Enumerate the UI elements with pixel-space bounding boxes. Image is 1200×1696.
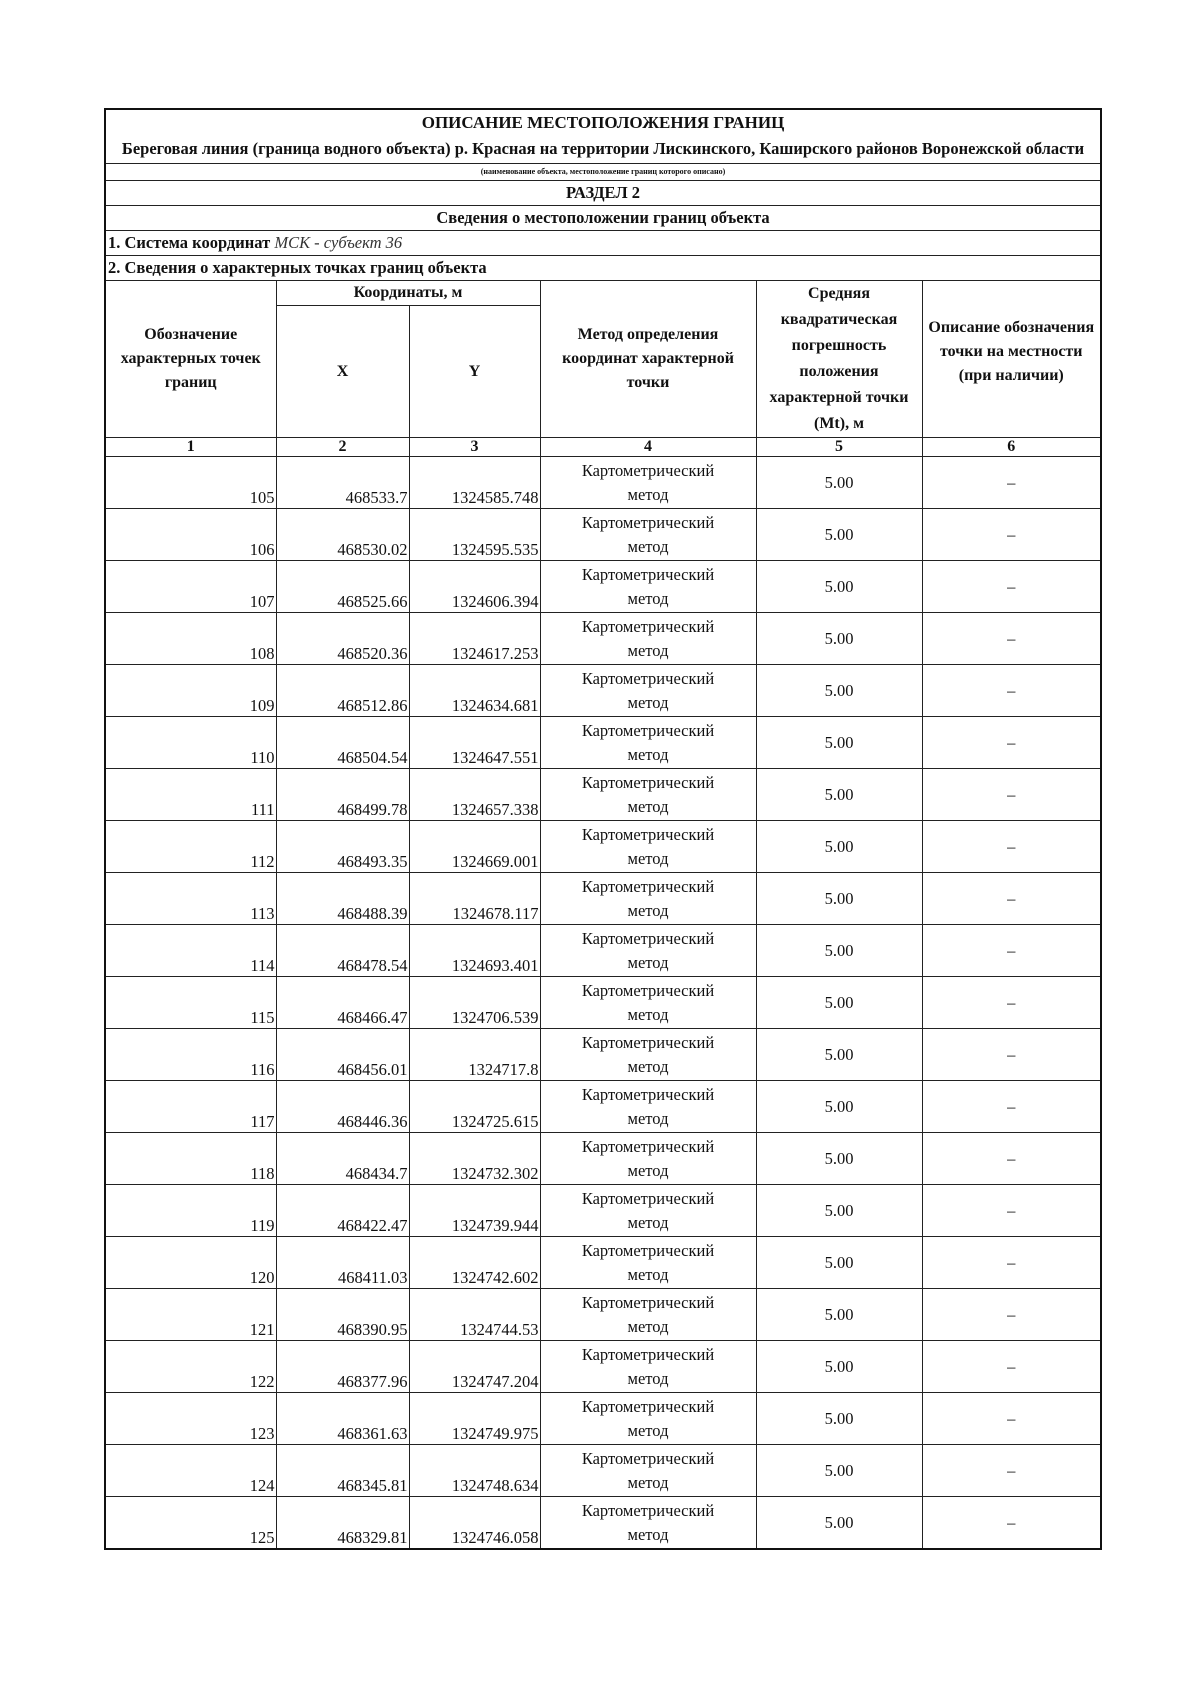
boundary-description-document [104,108,1100,1550]
section-title: Сведения о местоположении границ объекта [105,206,1101,231]
description-cell: – [922,1341,1101,1393]
method-line: Картометрический [581,1188,715,1208]
error-cell: 5.00 [756,873,922,925]
description-cell: – [922,1133,1101,1185]
method-line: метод [627,1160,669,1180]
coordinate-system-label: 1. Система координат [108,233,271,252]
method-cell [540,1497,756,1550]
table-row [105,561,1101,613]
x-coordinate-cell: 468422.47 [276,1185,409,1237]
header-description: Описание обозначения точки на местности (при наличии) [922,281,1101,438]
method-cell [540,1029,756,1081]
table-row [105,1237,1101,1289]
table-row [105,1185,1101,1237]
error-cell: 5.00 [756,1237,922,1289]
error-cell: 5.00 [756,1185,922,1237]
method-line: метод [627,900,669,920]
y-coordinate-cell: 1324725.615 [409,1081,540,1133]
point-id-cell: 116 [105,1029,276,1081]
y-coordinate-cell: 1324693.401 [409,925,540,977]
point-id-cell: 113 [105,873,276,925]
document-subtitle: Береговая линия (граница водного объекта) р. Красная на территории Лискинского, Каширского районов Воронежской области [121,139,1085,158]
point-id-cell: 125 [105,1497,276,1550]
y-coordinate-cell: 1324739.944 [409,1185,540,1237]
method-cell [540,561,756,613]
method-line: метод [627,1056,669,1076]
method-line: Картометрический [581,564,715,584]
x-coordinate-cell: 468329.81 [276,1497,409,1550]
x-coordinate-cell: 468493.35 [276,821,409,873]
y-coordinate-cell: 1324617.253 [409,613,540,665]
table-row [105,1445,1101,1497]
x-coordinate-cell: 468466.47 [276,977,409,1029]
method-line: Картометрический [581,668,715,688]
description-cell: – [922,977,1101,1029]
column-number: 3 [409,438,540,457]
header-error: Средняя квадратическая погрешность положения характерной точки (Mt), м [756,281,922,438]
x-coordinate-cell: 468520.36 [276,613,409,665]
object-caption: (наименование объекта, местоположение границ которого описано) [105,164,1101,181]
table-row [105,925,1101,977]
x-coordinate-cell: 468377.96 [276,1341,409,1393]
method-line: метод [627,1316,669,1336]
point-id-cell: 121 [105,1289,276,1341]
method-line: Картометрический [581,876,715,896]
method-cell [540,509,756,561]
method-line: метод [627,1264,669,1284]
method-cell [540,1393,756,1445]
point-id-cell: 114 [105,925,276,977]
method-cell [540,1081,756,1133]
description-cell: – [922,717,1101,769]
method-cell [540,977,756,1029]
description-cell: – [922,613,1101,665]
method-cell [540,821,756,873]
table-row [105,873,1101,925]
error-cell: 5.00 [756,1133,922,1185]
column-number: 2 [276,438,409,457]
table-row [105,1393,1101,1445]
description-cell: – [922,1185,1101,1237]
description-cell: – [922,1081,1101,1133]
method-line: Картометрический [581,824,715,844]
point-id-cell: 122 [105,1341,276,1393]
method-line: метод [627,1108,669,1128]
table-row [105,665,1101,717]
point-id-cell: 110 [105,717,276,769]
x-coordinate-cell: 468504.54 [276,717,409,769]
x-coordinate-cell: 468345.81 [276,1445,409,1497]
method-cell [540,1237,756,1289]
error-cell: 5.00 [756,457,922,509]
point-id-cell: 106 [105,509,276,561]
method-cell [540,665,756,717]
error-cell: 5.00 [756,977,922,1029]
method-cell [540,717,756,769]
header-method: Метод определения координат характерной точки [540,281,756,438]
method-cell [540,925,756,977]
error-cell: 5.00 [756,1341,922,1393]
method-line: Картометрический [581,980,715,1000]
point-id-cell: 124 [105,1445,276,1497]
table-row [105,1029,1101,1081]
method-line: Картометрический [581,1500,715,1520]
error-cell: 5.00 [756,717,922,769]
description-cell: – [922,457,1101,509]
section-number: РАЗДЕЛ 2 [105,181,1101,206]
method-line: Картометрический [581,1032,715,1052]
description-cell: – [922,1497,1101,1550]
error-cell: 5.00 [756,821,922,873]
method-line: метод [627,1368,669,1388]
y-coordinate-cell: 1324748.634 [409,1445,540,1497]
method-line: Картометрический [581,1344,715,1364]
method-line: метод [627,796,669,816]
method-line: Картометрический [581,1240,715,1260]
point-id-cell: 105 [105,457,276,509]
x-coordinate-cell: 468446.36 [276,1081,409,1133]
point-id-cell: 112 [105,821,276,873]
y-coordinate-cell: 1324657.338 [409,769,540,821]
method-line: Картометрический [581,1448,715,1468]
x-coordinate-cell: 468478.54 [276,925,409,977]
method-line: метод [627,640,669,660]
method-cell [540,1289,756,1341]
point-id-cell: 118 [105,1133,276,1185]
description-cell: – [922,821,1101,873]
point-id-cell: 120 [105,1237,276,1289]
column-number: 1 [105,438,276,457]
method-cell [540,1185,756,1237]
point-id-cell: 109 [105,665,276,717]
method-cell [540,613,756,665]
y-coordinate-cell: 1324606.394 [409,561,540,613]
point-id-cell: 119 [105,1185,276,1237]
method-line: метод [627,1524,669,1544]
y-coordinate-cell: 1324634.681 [409,665,540,717]
table-row [105,1341,1101,1393]
point-id-cell: 123 [105,1393,276,1445]
method-cell [540,1445,756,1497]
method-line: Картометрический [581,1136,715,1156]
point-id-cell: 107 [105,561,276,613]
error-cell: 5.00 [756,1029,922,1081]
y-coordinate-cell: 1324595.535 [409,509,540,561]
description-cell: – [922,561,1101,613]
y-coordinate-cell: 1324744.53 [409,1289,540,1341]
error-cell: 5.00 [756,1393,922,1445]
point-id-cell: 115 [105,977,276,1029]
method-cell [540,457,756,509]
y-coordinate-cell: 1324585.748 [409,457,540,509]
x-coordinate-cell: 468411.03 [276,1237,409,1289]
table-row [105,717,1101,769]
y-coordinate-cell: 1324706.539 [409,977,540,1029]
column-number-row [105,438,1101,457]
method-line: Картометрический [581,720,715,740]
error-cell: 5.00 [756,1445,922,1497]
method-line: метод [627,484,669,504]
method-line: метод [627,848,669,868]
method-line: Картометрический [581,616,715,636]
x-coordinate-cell: 468390.95 [276,1289,409,1341]
description-cell: – [922,1393,1101,1445]
method-line: метод [627,1472,669,1492]
table-row [105,1133,1101,1185]
y-coordinate-cell: 1324742.602 [409,1237,540,1289]
table-row [105,1497,1101,1550]
description-cell: – [922,1445,1101,1497]
table-row [105,509,1101,561]
coordinate-system-value: МСК - субъект 36 [274,233,403,252]
column-number: 5 [756,438,922,457]
y-coordinate-cell: 1324746.058 [409,1497,540,1550]
y-coordinate-cell: 1324747.204 [409,1341,540,1393]
method-line: метод [627,1004,669,1024]
x-coordinate-cell: 468530.02 [276,509,409,561]
method-cell [540,1341,756,1393]
point-id-cell: 117 [105,1081,276,1133]
point-id-cell: 111 [105,769,276,821]
method-cell [540,769,756,821]
y-coordinate-cell: 1324717.8 [409,1029,540,1081]
method-line: метод [627,744,669,764]
x-coordinate-cell: 468525.66 [276,561,409,613]
description-cell: – [922,1289,1101,1341]
method-line: метод [627,1212,669,1232]
description-cell: – [922,509,1101,561]
description-cell: – [922,925,1101,977]
x-coordinate-cell: 468434.7 [276,1133,409,1185]
x-coordinate-cell: 468456.01 [276,1029,409,1081]
point-id-cell: 108 [105,613,276,665]
error-cell: 5.00 [756,665,922,717]
table-row [105,977,1101,1029]
y-coordinate-cell: 1324647.551 [409,717,540,769]
column-number: 4 [540,438,756,457]
x-coordinate-cell: 468512.86 [276,665,409,717]
method-line: Картометрический [581,1084,715,1104]
error-cell: 5.00 [756,509,922,561]
method-line: метод [627,588,669,608]
x-coordinate-cell: 468533.7 [276,457,409,509]
method-line: Картометрический [581,1396,715,1416]
method-line: Картометрический [581,772,715,792]
method-cell [540,873,756,925]
description-cell: – [922,1237,1101,1289]
method-line: метод [627,952,669,972]
x-coordinate-cell: 468499.78 [276,769,409,821]
header-y: Y [409,306,540,438]
y-coordinate-cell: 1324732.302 [409,1133,540,1185]
y-coordinate-cell: 1324678.117 [409,873,540,925]
method-cell [540,1133,756,1185]
header-coordinates: Координаты, м [276,281,540,306]
table-row [105,457,1101,509]
document-title: ОПИСАНИЕ МЕСТОПОЛОЖЕНИЯ ГРАНИЦ [421,113,785,132]
description-cell: – [922,769,1101,821]
description-cell: – [922,1029,1101,1081]
method-line: Картометрический [581,460,715,480]
error-cell: 5.00 [756,1289,922,1341]
x-coordinate-cell: 468361.63 [276,1393,409,1445]
method-line: Картометрический [581,1292,715,1312]
points-title: 2. Сведения о характерных точках границ объекта [105,256,1101,281]
column-number: 6 [922,438,1101,457]
description-cell: – [922,873,1101,925]
description-cell: – [922,665,1101,717]
table-row [105,1081,1101,1133]
method-line: метод [627,536,669,556]
error-cell: 5.00 [756,613,922,665]
error-cell: 5.00 [756,561,922,613]
x-coordinate-cell: 468488.39 [276,873,409,925]
header-x: X [276,306,409,438]
coordinate-system [105,231,1101,256]
error-cell: 5.00 [756,1081,922,1133]
method-line: метод [627,692,669,712]
method-line: Картометрический [581,928,715,948]
boundary-table [104,108,1102,1550]
header-point: Обозначение характерных точек границ [105,281,276,438]
table-row [105,769,1101,821]
error-cell: 5.00 [756,769,922,821]
method-line: Картометрический [581,512,715,532]
error-cell: 5.00 [756,925,922,977]
y-coordinate-cell: 1324749.975 [409,1393,540,1445]
table-row [105,1289,1101,1341]
method-line: метод [627,1420,669,1440]
table-row [105,821,1101,873]
y-coordinate-cell: 1324669.001 [409,821,540,873]
error-cell: 5.00 [756,1497,922,1550]
table-row [105,613,1101,665]
document-header [105,109,1101,164]
